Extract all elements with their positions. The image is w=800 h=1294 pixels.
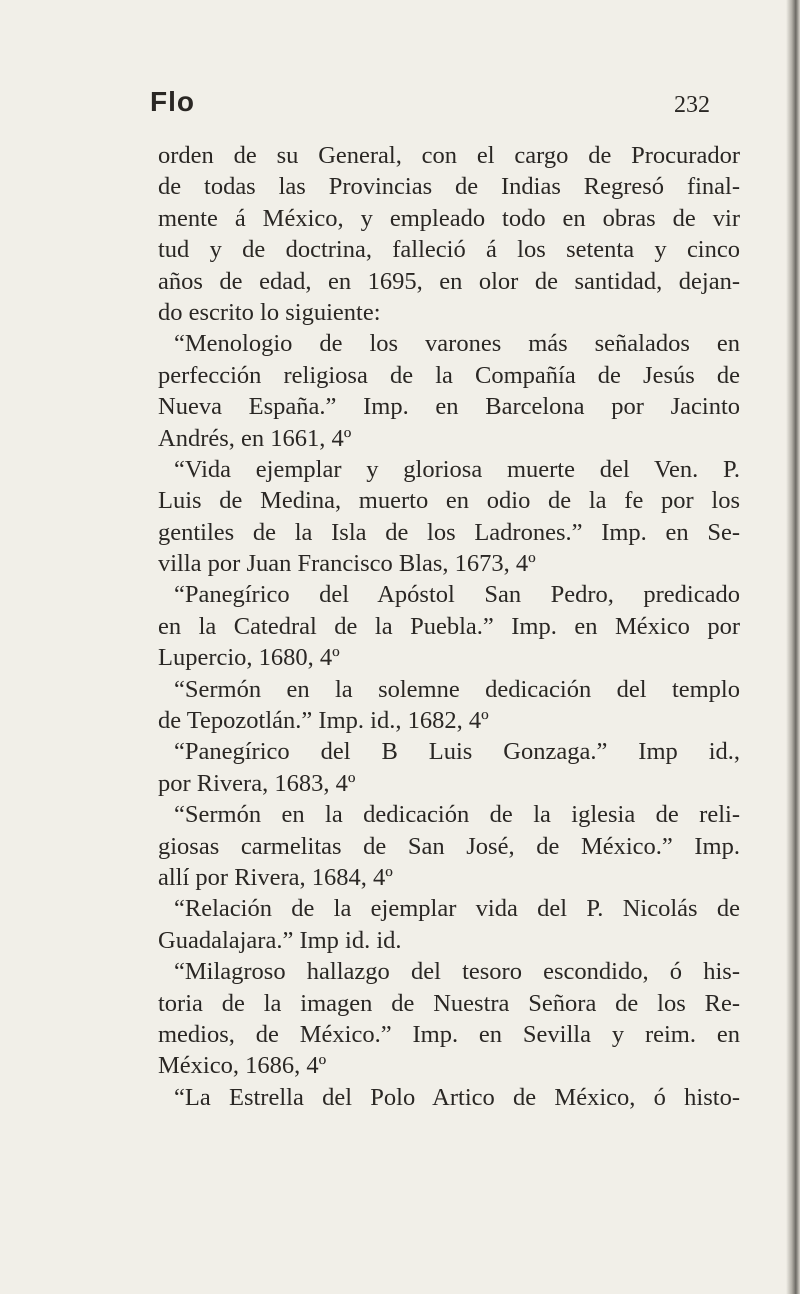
text-line: mente á México, y empleado todo en obras de vir (158, 204, 740, 232)
text-line: México, 1686, 4º (158, 1052, 327, 1080)
text-line: “Panegírico del Apóstol San Pedro, predicado (174, 581, 740, 609)
text-line: “Sermón en la solemne dedicación del templo (174, 675, 740, 703)
text-line: “Milagroso hallazgo del tesoro escondido, ó his- (174, 958, 740, 986)
text-line: villa por Juan Francisco Blas, 1673, 4º (158, 550, 536, 578)
text-line: de Tepozotlán.” Imp. id., 1682, 4º (158, 707, 489, 735)
text-line: Guadalajara.” Imp id. id. (158, 926, 402, 954)
text-line: Andrés, en 1661, 4º (158, 424, 352, 452)
text-line: orden de su General, con el cargo de Procurador (158, 142, 740, 169)
running-head (150, 86, 710, 126)
text-line: tud y de doctrina, falleció á los setenta y cinco (158, 236, 740, 264)
text-line: “Menologio de los varones más señalados en (174, 330, 740, 358)
text-line: toria de la imagen de Nuestra Señora de los Re- (158, 989, 740, 1017)
text-line: por Rivera, 1683, 4º (158, 769, 356, 797)
text-line: en la Catedral de la Puebla.” Imp. en México por (158, 612, 740, 640)
text-line: Nueva España.” Imp. en Barcelona por Jacinto (158, 393, 740, 421)
body-text (158, 140, 740, 1113)
text-line: “La Estrella del Polo Artico de México, ó histo- (174, 1083, 740, 1111)
text-line: Luis de Medina, muerto en odio de la fe por los (158, 487, 740, 515)
text-line: giosas carmelitas de San José, de México.” Imp. (158, 832, 740, 860)
text-line: “Panegírico del B Luis Gonzaga.” Imp id., (174, 738, 740, 766)
section-heading: Flo (150, 86, 195, 117)
text-line: allí por Rivera, 1684, 4º (158, 863, 393, 891)
text-line: do escrito lo siguiente: (158, 298, 381, 326)
text-line: de todas las Provincias de Indias Regresó final- (158, 173, 740, 201)
text-line: gentiles de la Isla de los Ladrones.” Imp. en Se- (158, 518, 740, 546)
text-line: perfección religiosa de la Compañía de Jesús de (158, 361, 740, 389)
page-number: 232 (674, 92, 710, 118)
page-edge-shadow (786, 0, 800, 1294)
text-line: “Relación de la ejemplar vida del P. Nicolás de (174, 895, 740, 923)
text-line: Lupercio, 1680, 4º (158, 644, 340, 672)
text-line: “Sermón en la dedicación de la iglesia de reli- (174, 801, 740, 829)
text-line: “Vida ejemplar y gloriosa muerte del Ven. P. (174, 455, 740, 483)
text-line: medios, de México.” Imp. en Sevilla y reim. en (158, 1020, 740, 1048)
text-line: años de edad, en 1695, en olor de santidad, dejan- (158, 267, 740, 295)
